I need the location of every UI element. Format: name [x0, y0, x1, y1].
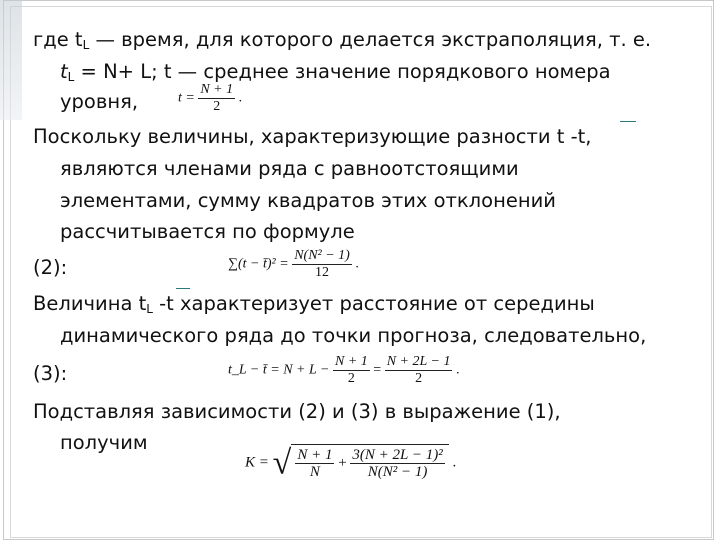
text-line-4 [33, 125, 591, 149]
text-line-8 [33, 256, 67, 280]
subscript-l: L [67, 70, 75, 84]
label-eq-3: (3): [33, 362, 68, 385]
formula-4-fraction-b [350, 447, 444, 480]
formula-distance [228, 354, 459, 387]
text-line-6 [60, 189, 556, 213]
formula-3-numerator-2: N + 2L − 1 [386, 354, 451, 369]
formula-2-lhs: ∑(t − t̄)² = [228, 256, 289, 272]
text-line-7 [60, 220, 355, 244]
formula-4-period: . [452, 454, 457, 471]
text-line-13 [60, 431, 148, 455]
formula-2-numerator: N(N² − 1) [294, 248, 350, 263]
subscript-l: L [146, 302, 153, 316]
text-line-5 [60, 157, 519, 181]
formula-2-period: . [355, 256, 359, 272]
text-series-members: являются членами ряда с равноотстоящими [60, 157, 519, 180]
formula-1-lhs: t = [178, 90, 195, 106]
text-extrapolation-definition: — время, для которого делается экстраполяция, т. е. [89, 28, 652, 51]
text-forecast-point: динамического ряда до точки прогноза, следовательно, [60, 324, 647, 347]
text-line-10 [60, 324, 646, 348]
formula-4-numerator-a: N + 1 [297, 447, 333, 463]
text-line-12 [33, 400, 561, 424]
text-characterizes-distance: -t характеризует расстояние от середины [152, 292, 595, 315]
overline-mark-2 [176, 288, 190, 289]
text-line-3 [60, 90, 138, 114]
formula-3-equals: = [373, 362, 382, 378]
text-gde-t: где t [33, 28, 83, 51]
formula-3-fraction-2 [385, 354, 453, 387]
label-eq-2: (2): [33, 256, 68, 279]
formula-4-denominator-a: N [309, 464, 320, 480]
formula-3-numerator-1: N + 1 [334, 354, 368, 369]
formula-4-lhs: K = [245, 454, 269, 471]
formula-2-denominator: 12 [315, 265, 330, 280]
text-line-9 [33, 292, 595, 321]
text-substituting: Подставляя зависимости (2) и (3) в выражение (1), [33, 400, 561, 423]
formula-4-plus: + [338, 454, 347, 471]
text-velichina-t: Величина t [33, 292, 147, 315]
text-poluchim: получим [60, 431, 148, 454]
formula-3-denominator-1: 2 [347, 371, 355, 386]
formula-4-sqrt [273, 444, 449, 483]
formula-3-lhs: t_L − t̄ = N + L − [228, 362, 330, 378]
formula-1-denominator: 2 [213, 99, 221, 114]
formula-2-fraction [292, 248, 352, 281]
formula-1-numerator: N + 1 [200, 82, 234, 97]
text-mean-definition: = N+ L; t — среднее значение порядкового номера [74, 60, 611, 83]
sqrt-sign-icon: √ [272, 444, 292, 482]
text-sum-squares: элементами, сумму квадратов этих отклонений [60, 189, 556, 212]
text-formula-intro: рассчитывается по формуле [60, 220, 355, 243]
formula-4-numerator-b: 3(N + 2L − 1)² [352, 447, 443, 463]
text-urovnya: уровня, [60, 90, 139, 113]
subscript-l: L [82, 38, 90, 52]
formula-3-period: . [455, 362, 460, 378]
formula-4-radicand [291, 444, 448, 480]
formula-k [245, 444, 456, 483]
formula-sum-squares [228, 248, 359, 281]
text-line-1 [33, 28, 651, 57]
text-line-11 [33, 362, 67, 386]
formula-4-denominator-b: N(N² − 1) [367, 464, 428, 480]
text-line-2 [60, 60, 611, 89]
overline-mark [620, 121, 636, 122]
formula-mean-t [178, 82, 242, 115]
formula-1-fraction [198, 82, 235, 115]
formula-4-fraction-a [295, 447, 334, 480]
text-t: t [60, 60, 68, 83]
formula-3-denominator-2: 2 [415, 371, 423, 386]
formula-1-period: . [238, 90, 243, 106]
formula-3-fraction-1 [333, 354, 370, 387]
text-differences: Поскольку величины, характеризующие разности t -t, [33, 125, 592, 148]
decorative-corner-bar [0, 0, 22, 120]
